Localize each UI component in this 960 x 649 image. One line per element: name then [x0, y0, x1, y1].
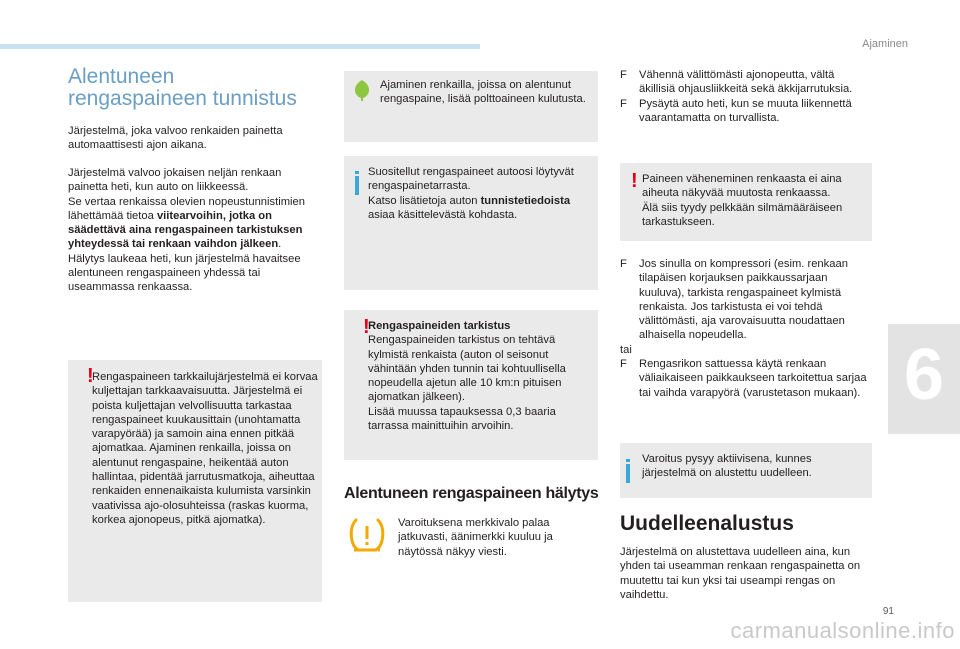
warning-box-visual — [620, 163, 872, 241]
list-item-text: Vähennä välittömästi ajonopeutta, vältä äkillisiä ohjausliikkeitä sekä äkkijarrutuksia. — [639, 69, 853, 96]
alert-section-title: Alentuneen rengaspaineen hälytys — [344, 485, 599, 502]
info-box-text — [368, 165, 592, 222]
warning-box-text: Rengaspaineen tarkkailujärjestelmä ei korvaa kuljettajan tarkkaavaisuutta. Järjestelmä ei poista kuljettajan velvollisuutta tarkastaa rengaspaineet kuukausittain (unohtamatta varapyörää) ja samoin aina ennen pitkää ajomatkaa. Ajaminen renkailla, joissa on alentunut rengaspaine, heikentää auton hallintaa, pidentää jarrutusmatkoja, aiheuttaa renkaiden ennenaikaista kulumista varsinkin vaativissa ajo-olosuhteissa (raskas kuorma, korkea ajonopeus, pitkä ajomatka). — [92, 371, 318, 526]
intro-paragraph: Järjestelmä, joka valvoo renkaiden painetta automaattisesti ajon aikana. — [68, 125, 283, 152]
info-box-text-bold: tunnistetiedoista — [480, 194, 571, 207]
watermark: carmanualsonline.info — [730, 618, 955, 643]
tyre-pressure-warning-icon — [348, 516, 386, 554]
list-item — [620, 357, 870, 400]
visual-box-text-a: Paineen väheneminen renkaasta ei aina aiheuta näkyvää muutosta renkaassa. — [642, 173, 842, 200]
list-item — [620, 68, 870, 97]
check-box-text — [368, 319, 594, 433]
eco-box-text: Ajaminen renkailla, joissa on alentunut rengaspaine, lisää polttoaineen kulutusta. — [380, 79, 586, 106]
reset-text: Järjestelmä on alustettava uudelleen aina, kun yhden tai useamman renkaan rengaspainetta on muutettu tai kun yksi tai useampi rengas on vaihdettu. — [620, 546, 861, 601]
eco-box — [344, 71, 598, 142]
system-description-c: . — [278, 238, 282, 251]
system-description-d: Hälytys laukeaa heti, kun järjestelmä havaitsee alentuneen rengaspaineen yhdessä tai useammassa renkaassa. — [68, 252, 301, 294]
reset-section-title: Uudelleenalustus — [620, 512, 794, 535]
check-text-b: Lisää muussa tapauksessa 0,3 baaria tarrassa mainittuihin arvoihin. — [368, 405, 556, 433]
list-item — [620, 257, 870, 343]
check-text-a: Rengaspaineiden tarkistus on tehtävä kylmistä renkaista (auton ol seisonut vähintään yhden tunnin tai kohtuullisella nopeudella ajetun alle 10 km:n pituisen ajomatkan jälkeen). — [368, 334, 566, 404]
page-title — [68, 66, 318, 110]
bullet-arrow-icon: F — [620, 358, 627, 371]
warning-exclamation-icon: ! — [87, 365, 94, 387]
alert-text: Varoituksena merkkivalo palaa jatkuvasti, äänimerkki kuuluu ja näytössä näkyy viesti. — [398, 517, 553, 558]
page-title-line1: Alentuneen — [68, 65, 175, 88]
info-box-text-b: Katso lisätietoja auton — [368, 194, 478, 207]
list-item — [620, 97, 870, 126]
system-description — [68, 166, 323, 295]
section-header: Ajaminen — [862, 38, 908, 50]
list-item-text: Pysäytä auto heti, kun se muuta liikennettä vaarantamatta on turvallista. — [639, 97, 852, 124]
action-list-bottom — [620, 257, 870, 400]
system-description-b: Se vertaa renkaissa olevien nopeustunnistimien lähettämää tietoa — [68, 195, 305, 222]
list-item-text: Rengasrikon sattuessa käytä renkaan väliaikaiseen paikkaukseen tarkoitettua sarjaa tai vaihda varapyörä (varustetason mukaan). — [639, 358, 867, 399]
bullet-arrow-icon: F — [620, 258, 627, 270]
info-box-tyre-label — [344, 156, 598, 290]
warning-exclamation-icon: ! — [363, 316, 370, 338]
eco-leaf-icon — [352, 79, 372, 101]
list-item-text: Jos sinulla on kompressori (esim. renkaan tilapäisen korjauksen paikkaussarjaan kuuluva), tarkista rengaspaineet kylmistä renkaista. Jos tarkistusta ei voi tehdä välittömästi, aja varovaisuutta noudattaen alhaisella nopeudella. — [639, 258, 848, 342]
info-box-text-b-wrap — [368, 194, 592, 223]
bullet-arrow-icon: F — [620, 97, 627, 110]
action-list-top — [620, 68, 870, 125]
info-icon — [626, 464, 630, 483]
active-box-text: Varoitus pysyy aktiivisena, kunnes järjestelmä on alustettu uudelleen. — [642, 453, 812, 480]
warning-box-monitoring — [68, 360, 322, 602]
page-number: 91 — [882, 606, 894, 617]
check-title: Rengaspaineiden tarkistus — [368, 320, 511, 332]
visual-box-text-b: Älä siis tyydy pelkkään silmämääräiseen tarkastukseen. — [642, 201, 843, 228]
warning-box-check — [344, 310, 598, 460]
bullet-arrow-icon: F — [620, 69, 627, 81]
or-word: tai — [620, 343, 632, 356]
warning-exclamation-icon: ! — [631, 170, 638, 192]
visual-box-text — [642, 172, 866, 229]
chapter-number: 6 — [903, 335, 945, 415]
page-title-line2: rengaspaineen tunnistus — [68, 87, 297, 110]
info-icon — [355, 176, 359, 195]
system-description-b-wrap — [68, 195, 323, 252]
header-bar — [0, 44, 480, 49]
info-box-text-c: asiaa käsittelevästä kohdasta. — [368, 208, 518, 221]
info-box-text-a: Suositellut rengaspaineet autoosi löytyvät rengaspainetarrasta. — [368, 166, 574, 193]
system-description-bold: viitearvoihin, jotka on säädettävä aina rengaspaineen tarkistuksen yhteydessä tai renkaan vaihdon jälkeen — [68, 209, 303, 251]
system-description-a: Järjestelmä valvoo jokaisen neljän renkaan painetta heti, kun auto on liikkeessä. — [68, 167, 282, 194]
info-box-active — [620, 443, 872, 498]
